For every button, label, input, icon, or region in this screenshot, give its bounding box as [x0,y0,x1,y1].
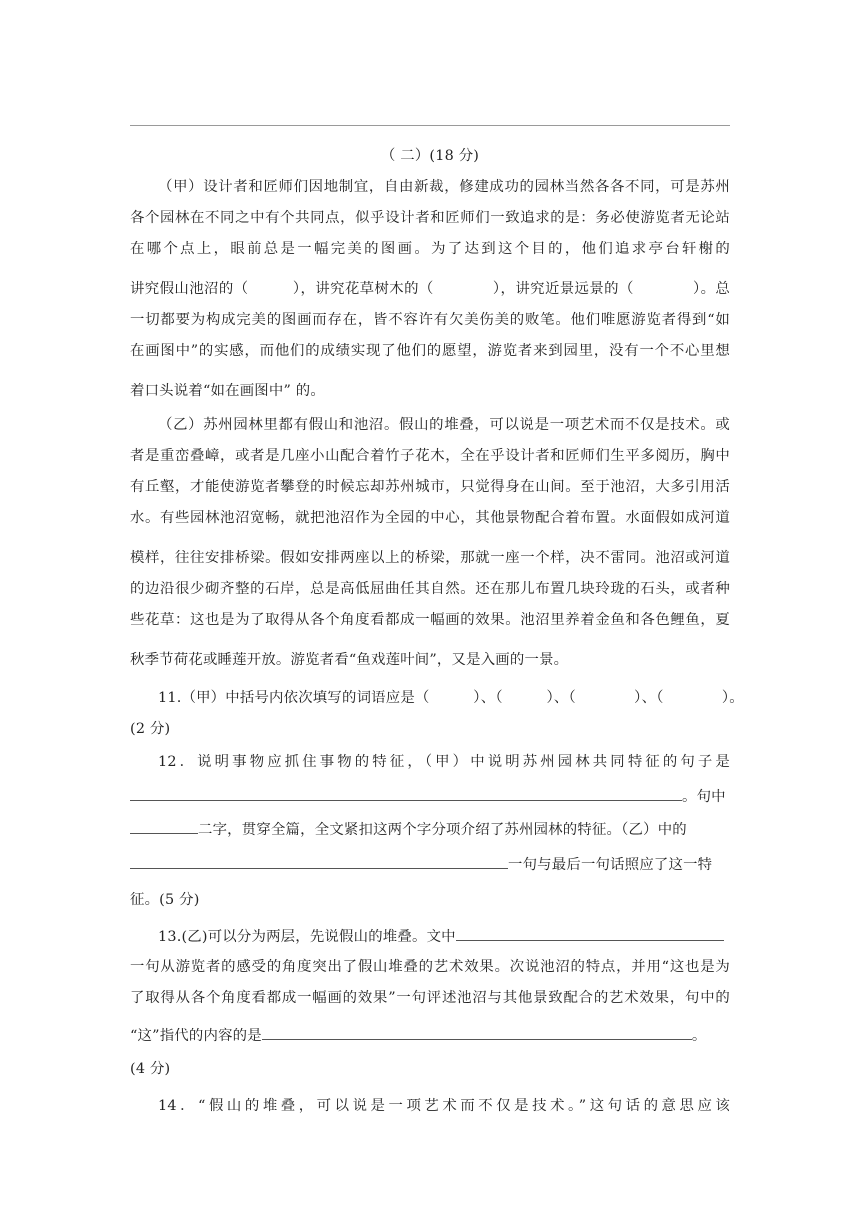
passage-jia-line: 在画图中”的实感，而他们的成绩实现了他们的愿望，游览者来到园里，没有一个不心里想 [130,343,730,359]
section-title: （ 二）(18 分) [380,148,480,164]
question-13-text: 。 [691,1028,707,1044]
passage-jia-line: 一切都要为构成完美的图画而存在，皆不容许有欠美伤美的败笔。他们唯愿游览者得到“如 [130,312,730,328]
question-12-line2 [130,785,730,809]
question-12-text: 一句与最后一句话照应了这一特 [508,857,713,873]
answer-blank[interactable] [456,926,724,941]
question-13-line1 [158,925,730,949]
passage-jia-line: 讲究假山池沼的（ ），讲究花草树木的（ ），讲究近景远景的（ ）。总 [130,281,730,297]
question-13-line3: 了取得从各个角度看都成一幅画的效果”一句评述池沼与其他景致配合的艺术效果，句中的 [130,990,730,1006]
question-13-text: 13.(乙)可以分为两层，先说假山的堆叠。文中 [158,929,456,945]
question-13-line2: 一句从游览者的感受的角度突出了假山堆叠的艺术效果。次说池沼的特点，并用“这也是为 [130,959,730,975]
question-14: 14．“假山的堆叠，可以说是一项艺术而不仅是技术。”这句话的意思应该 [158,1098,730,1114]
question-12-line4 [130,853,730,877]
question-13-score: (4 分) [130,1061,171,1077]
passage-yi-line: 秋季节荷花或睡莲开放。游览者看“鱼戏莲叶间”，又是入画的一景。 [130,652,569,668]
answer-blank[interactable] [130,786,682,801]
passage-yi-line: 些花草：这也是为了取得从各个角度看都成一幅画的效果。池沼里养着金鱼和各色鲤鱼，夏 [130,612,730,628]
passage-jia-line: （甲）设计者和匠师们因地制宜，自由新裁，修建成功的园林当然各各不同，可是苏州 [158,179,730,195]
answer-blank[interactable] [130,854,508,869]
question-12-score: 征。(5 分) [130,892,200,908]
question-12: 12．说明事物应抓住事物的特征，（甲）中说明苏州园林共同特征的句子是 [158,754,730,770]
question-12-text: 。句中 [682,789,726,805]
question-13-text: “这”指代的内容的是 [130,1028,262,1044]
passage-yi-line: 的边沿很少砌齐整的石岸，总是高低屈曲任其自然。还在那儿布置几块玲珑的石头，或者种 [130,581,730,597]
question-11-score: (2 分) [130,721,171,737]
answer-blank[interactable] [130,819,198,834]
question-12-line3 [130,818,730,842]
passage-yi-line: 模样，往往安排桥梁。假如安排两座以上的桥梁，那就一座一个样，决不雷同。池沼或河道 [130,550,730,566]
passage-jia-line: 在哪个点上，眼前总是一幅完美的图画。为了达到这个目的，他们追求亭台轩榭的 [130,241,730,257]
question-12-text: 二字，贯穿全篇，全文紧扣这两个字分项介绍了苏州园林的特征。（乙）中的 [198,822,687,838]
question-13-line4 [130,1024,730,1048]
answer-blank[interactable] [262,1025,692,1040]
passage-yi-line: 者是重峦叠嶂，或者是几座小山配合着竹子花木，全在乎设计者和匠师们生平多阅历，胸中 [130,448,730,464]
passage-jia-line: 各个园林在不同之中有个共同点，似乎设计者和匠师们一致追求的是：务必使游览者无论站 [130,210,730,226]
passage-yi-line: 水。有些园林池沼宽畅，就把池沼作为全园的中心，其他景物配合着布置。水面假如成河道 [130,510,730,526]
passage-yi-line: 有丘壑，才能使游览者攀登的时候忘却苏州城市，只觉得身在山间。至于池沼，大多引用活 [130,479,730,495]
passage-jia-line: 着口头说着“如在画图中” 的。 [130,383,325,399]
passage-yi-line: （乙）苏州园林里都有假山和池沼。假山的堆叠，可以说是一项艺术而不仅是技术。或 [158,417,730,433]
question-11: 11.（甲）中括号内依次填写的词语应是（ ）、（ ）、（ ）、（ ）。 [158,690,744,706]
header-rule [130,125,730,126]
